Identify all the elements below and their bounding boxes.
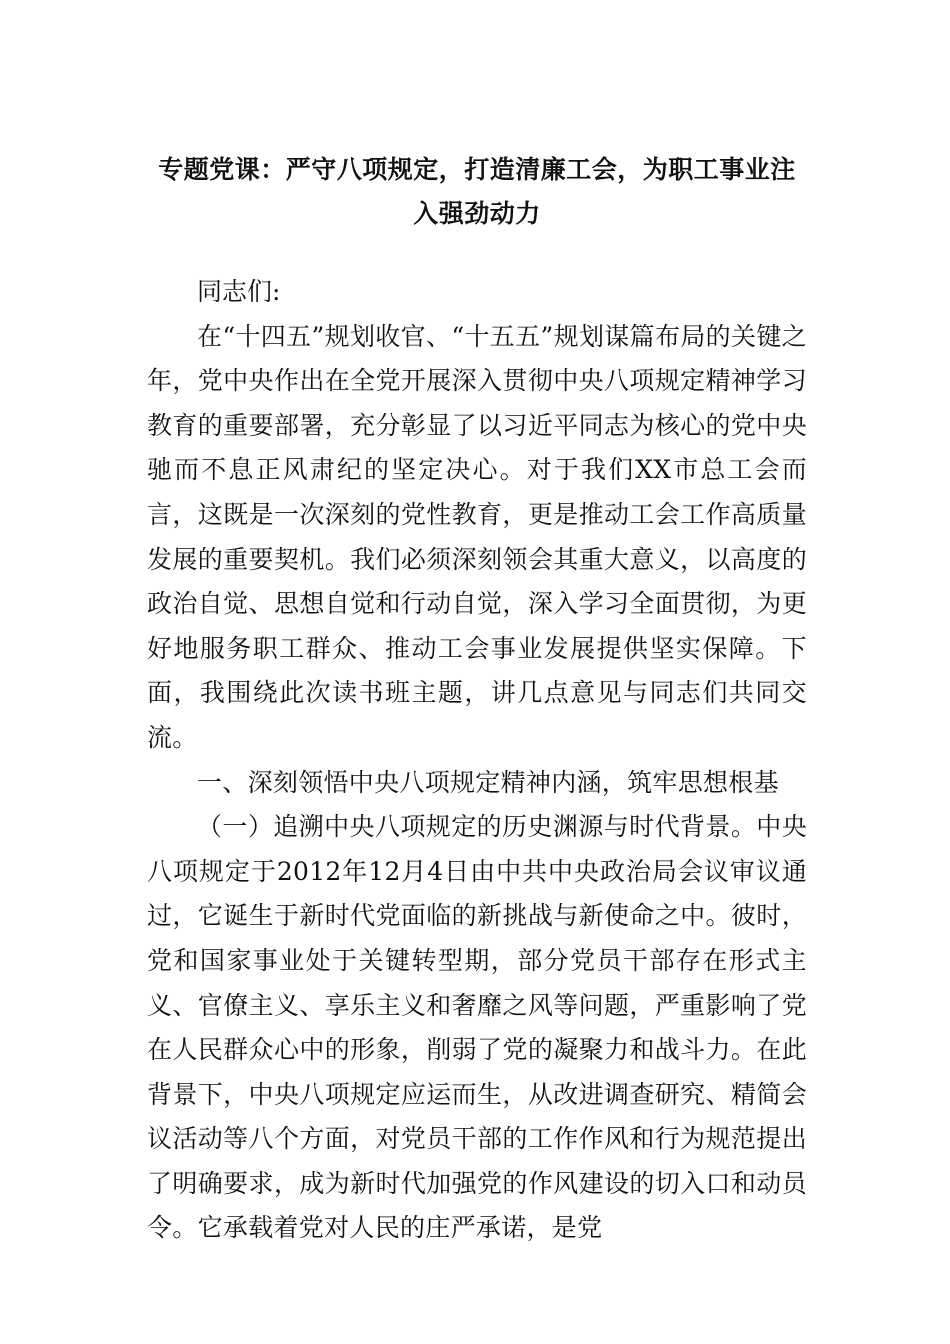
document-page xyxy=(147,148,807,1251)
section-heading-1: 一、深刻领悟中央八项规定精神内涵，筑牢思想根基 xyxy=(197,767,779,797)
paragraph-subsection-1: （一）追溯中央八项规定的历史渊源与时代背景。中央八项规定于2012年12月4日由中共中央政治局会议审议通过，它诞生于新时代党面临的新挑战与新使命之中。彼时，党和国家事业处于关键转型期，部分党员干部存在形式主义、官僚主义、享乐主义和奢靡之风等问题，严重影响了党在人民群众心中的形象，削弱了党的凝聚力和战斗力。在此背景下，中央八项规定应运而生，从改进调查研究、精简会议活动等八个方面，对党员干部的工作作风和行为规范提出了明确要求，成为新时代加强党的作风建设的切入口和动员令。它承载着党对人民的庄严承诺，是党 xyxy=(147,812,807,1243)
salutation: 同志们: xyxy=(197,277,281,306)
paragraph-intro: 在“十四五”规划收官、“十五五”规划谋篇布局的关键之年，党中央作出在全党开展深入贯彻中央八项规定精神学习教育的重要部署，充分彰显了以习近平同志为核心的党中央驰而不息正风肃纪的坚定决心。对于我们XX市总工会而言，这既是一次深刻的党性教育，更是推动工会工作高质量发展的重要契机。我们必须深刻领会其重大意义，以高度的政治自觉、思想自觉和行动自觉，深入学习全面贯彻，为更好地服务职工群众、推动工会事业发展提供坚实保障。下面，我围绕此次读书班主题，讲几点意见与同志们共同交流。 xyxy=(147,321,807,752)
document-title: 专题党课：严守八项规定，打造清廉工会，为职工事业注入强劲动力 xyxy=(158,155,796,228)
